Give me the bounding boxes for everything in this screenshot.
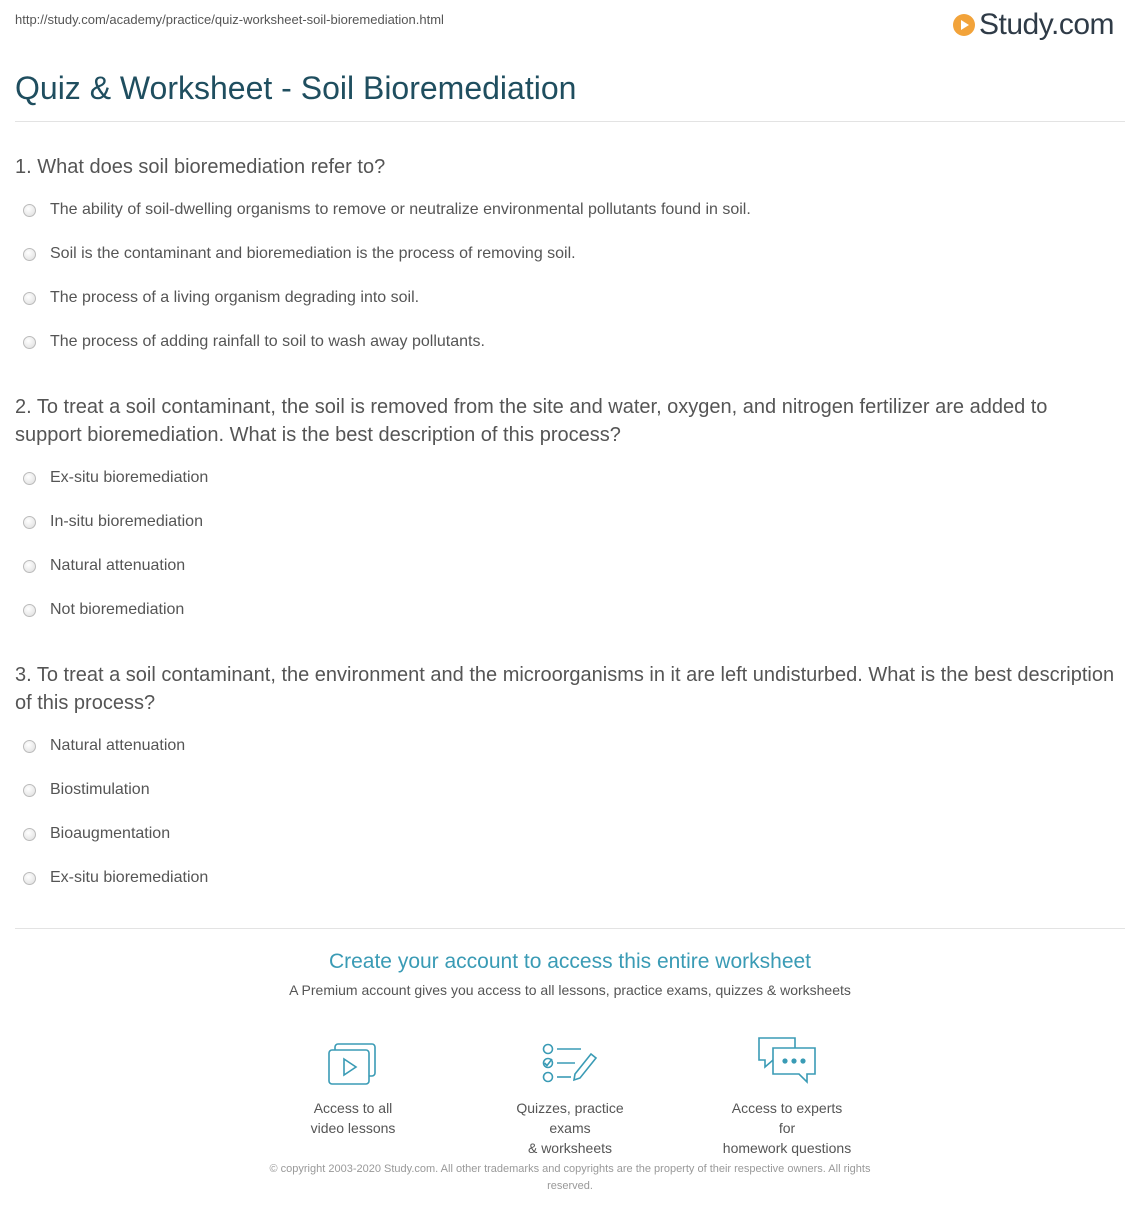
feature-line: homework questions [722,1140,852,1156]
question-text: 3. To treat a soil contaminant, the environment and the microorganisms in it are left undisturbed. What is the best description of this process? [15,664,1115,714]
option-label: Soil is the contaminant and bioremediation is the process of removing soil. [50,245,576,262]
radio-button[interactable] [23,740,36,753]
cta-divider [15,928,1125,929]
feature-line: Quizzes, practice exams [516,1100,624,1136]
option-label: Natural attenuation [50,737,186,754]
answer-option[interactable] [15,724,1115,768]
signup-cta [0,950,1140,998]
page-url: http://study.com/academy/practice/quiz-worksheet-soil-bioremediation.html [15,12,444,27]
radio-button[interactable] [23,248,36,261]
question-3 [15,661,1115,900]
question-1 [15,153,1115,364]
answer-option[interactable] [15,768,1115,812]
option-label: Ex-situ bioremediation [50,869,209,886]
answer-option[interactable] [15,544,1115,588]
option-label: Biostimulation [50,781,150,798]
feature-line: video lessons [310,1120,396,1136]
answer-options [15,456,1115,632]
title-divider [15,121,1125,122]
footer-line: reserved. [547,1180,593,1192]
footer-line: © copyright 2003-2020 Study.com. All other trademarks and copyrights are the property of their respective owners. All rights [269,1163,871,1175]
option-label: The process of a living organism degrading into soil. [50,289,420,306]
video-lessons-icon [327,1042,379,1086]
feature-experts [722,1032,852,1158]
quiz-checklist-icon [541,1042,599,1086]
option-label: Not bioremediation [50,601,185,618]
feature-line: Access to all [313,1100,393,1116]
radio-button[interactable] [23,828,36,841]
question-text: 1. What does soil bioremediation refer to? [15,156,386,178]
radio-button[interactable] [23,472,36,485]
option-label: Ex-situ bioremediation [50,469,209,486]
chat-experts-icon [755,1034,819,1086]
radio-button[interactable] [23,292,36,305]
radio-button[interactable] [23,604,36,617]
answer-option[interactable] [15,320,1115,364]
answer-option[interactable] [15,588,1115,632]
page-title: Quiz & Worksheet - Soil Bioremediation [15,70,577,106]
option-label: In-situ bioremediation [50,513,203,530]
play-logo-icon [953,14,975,36]
answer-option[interactable] [15,812,1115,856]
question-text: 2. To treat a soil contaminant, the soil is removed from the site and water, oxygen, and nitrogen fertilizer are added to support bioremediation. What is the best description of this process? [15,396,1048,446]
answer-option[interactable] [15,856,1115,900]
feature-line: Access to experts for [731,1100,843,1136]
cta-link[interactable]: Create your account to access this entire worksheet [328,950,812,973]
radio-button[interactable] [23,872,36,885]
radio-button[interactable] [23,560,36,573]
option-label: The ability of soil-dwelling organisms to remove or neutralize environmental pollutants found in soil. [50,201,751,218]
feature-quizzes [505,1032,635,1158]
answer-option[interactable] [15,276,1115,320]
study-logo[interactable] [953,8,1114,42]
question-2 [15,393,1115,632]
answer-options [15,724,1115,900]
answer-option[interactable] [15,232,1115,276]
answer-option[interactable] [15,500,1115,544]
radio-button[interactable] [23,784,36,797]
option-label: Bioaugmentation [50,825,171,842]
radio-button[interactable] [23,336,36,349]
answer-option[interactable] [15,456,1115,500]
option-label: The process of adding rainfall to soil to wash away pollutants. [50,333,485,350]
radio-button[interactable] [23,516,36,529]
radio-button[interactable] [23,204,36,217]
feature-line: & worksheets [527,1140,613,1156]
feature-video-lessons [288,1032,418,1158]
cta-subtitle: A Premium account gives you access to all lessons, practice exams, quizzes & worksheets [289,982,851,998]
option-label: Natural attenuation [50,557,186,574]
copyright-footer [0,1161,1140,1195]
logo-text: Study.com [979,8,1114,41]
answer-option[interactable] [15,188,1115,232]
answer-options [15,188,1115,364]
feature-list [0,1032,1140,1158]
